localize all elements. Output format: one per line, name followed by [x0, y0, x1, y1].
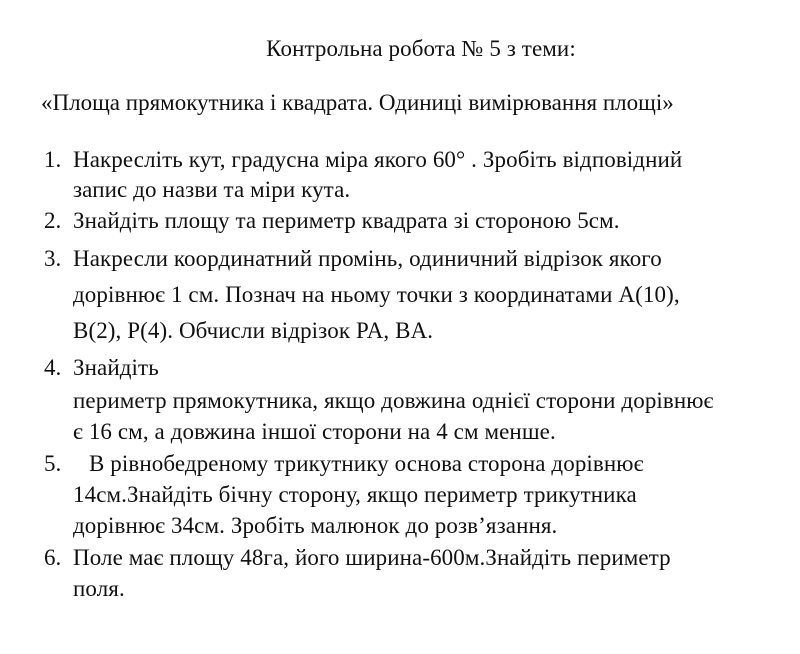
- task-3-line-3: B(2), P(4). Обчисли відрізок PA, BA.: [73, 318, 434, 343]
- task-5-line-3: дорівнює 34см. Зробіть малюнок до розв’язання.: [73, 513, 558, 538]
- task-6-line-1: Поле має площу 48га, його ширина-600м.Знайдіть периметр: [73, 545, 671, 570]
- task-2-line-1: Знайдіть площу та периметр квадрата зі стороною 5см.: [73, 208, 620, 233]
- task-3-line-2: дорівнює 1 см. Познач на ньому точки з координатами A(10),: [73, 282, 680, 307]
- task-3-line-1: Накресли координатний промінь, одиничний відрізок якого: [73, 246, 662, 271]
- task-4-number: 4.: [44, 355, 62, 380]
- task-4-line-1: Знайдіть: [73, 355, 159, 380]
- task-4-line-2: периметр прямокутника, якщо довжина однієї сторони дорівнює: [73, 388, 714, 413]
- task-6-line-2: поля.: [73, 576, 125, 601]
- document-subtitle: «Площа прямокутника і квадрата. Одиниці вимірювання площі»: [41, 90, 674, 115]
- task-1-number: 1.: [44, 147, 62, 172]
- task-6-number: 6.: [44, 545, 62, 570]
- task-4-line-3: є 16 см, а довжина іншої сторони на 4 см менше.: [73, 419, 556, 444]
- document-title: Контрольна робота № 5 з теми:: [266, 36, 576, 61]
- task-2-number: 2.: [44, 208, 62, 233]
- task-3-number: 3.: [44, 246, 62, 271]
- task-1-line-2: запис до назви та міри кута.: [73, 177, 351, 202]
- task-5-number: 5.: [44, 451, 62, 476]
- task-1-line-1: Накресліть кут, градусна міра якого 60° . Зробіть відповідний: [73, 147, 683, 172]
- task-5-line-1: В рівнобедреному трикутнику основа сторона дорівнює: [89, 451, 644, 476]
- task-5-line-2: 14см.Знайдіть бічну сторону, якщо периметр трикутника: [73, 482, 637, 507]
